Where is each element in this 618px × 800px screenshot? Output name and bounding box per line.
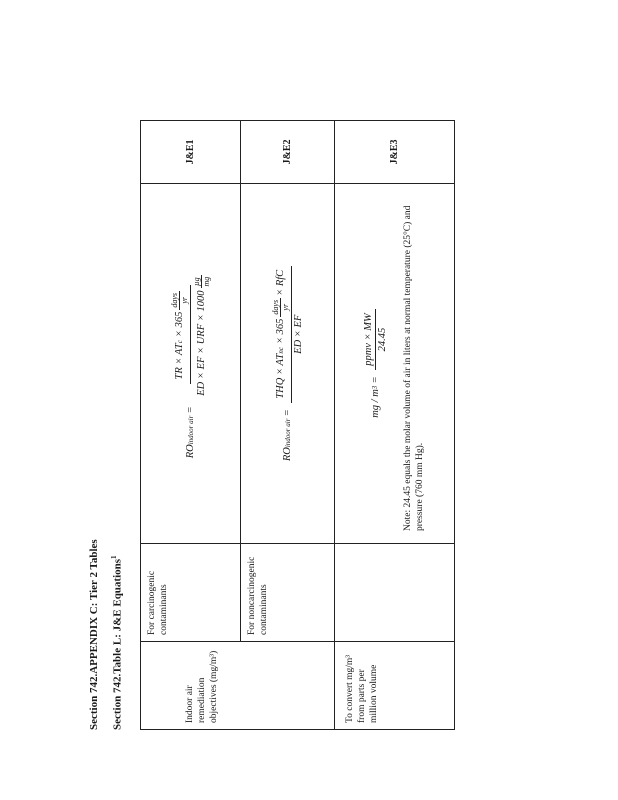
equation-id-je3: J&E3 xyxy=(335,121,455,184)
row-label-ppmv-conversion: To convert mg/m³ from parts per million volume xyxy=(335,642,455,730)
equation-id-je2: J&E2 xyxy=(241,121,335,184)
molar-volume-note: Note: 24.45 equals the molar volume of air in liters at normal temperature (25°C) and pressure (760 mm Hg). xyxy=(402,205,425,531)
table-row xyxy=(141,121,241,730)
section-title: Section 742.APPENDIX C: Tier 2 Tables xyxy=(88,539,100,730)
table-row xyxy=(241,121,335,730)
sub-label-noncarcinogenic: For noncarcinogenic contaminants xyxy=(241,544,335,642)
equation-id-je1: J&E1 xyxy=(141,121,241,184)
table-title: Section 742.Table L: J&E Equations$^1$ xyxy=(110,555,124,730)
table-row xyxy=(335,121,455,730)
formula-je1: RO indoor air = TR × AT c × 365 days yr ED × EF × URF × 1000 µg mg xyxy=(141,184,241,544)
sub-label-carcinogenic: For carcinogenic contaminants xyxy=(141,544,241,642)
sub-label-empty xyxy=(335,544,455,642)
formula-je2: RO indoor air = THQ × AT nc × 365 days yr × RfC ED × EF xyxy=(241,184,335,544)
row-label-indoor-air: Indoor air remediation objectives (mg/m³) xyxy=(141,642,335,730)
je-equations-table xyxy=(140,120,455,730)
formula-je3: mg / m 3 = ppmv × MW 24.45 Note: 24.45 equals the molar volume of air in liters at normal temperature (25°C) and pressure (760 mm Hg). xyxy=(335,184,455,544)
